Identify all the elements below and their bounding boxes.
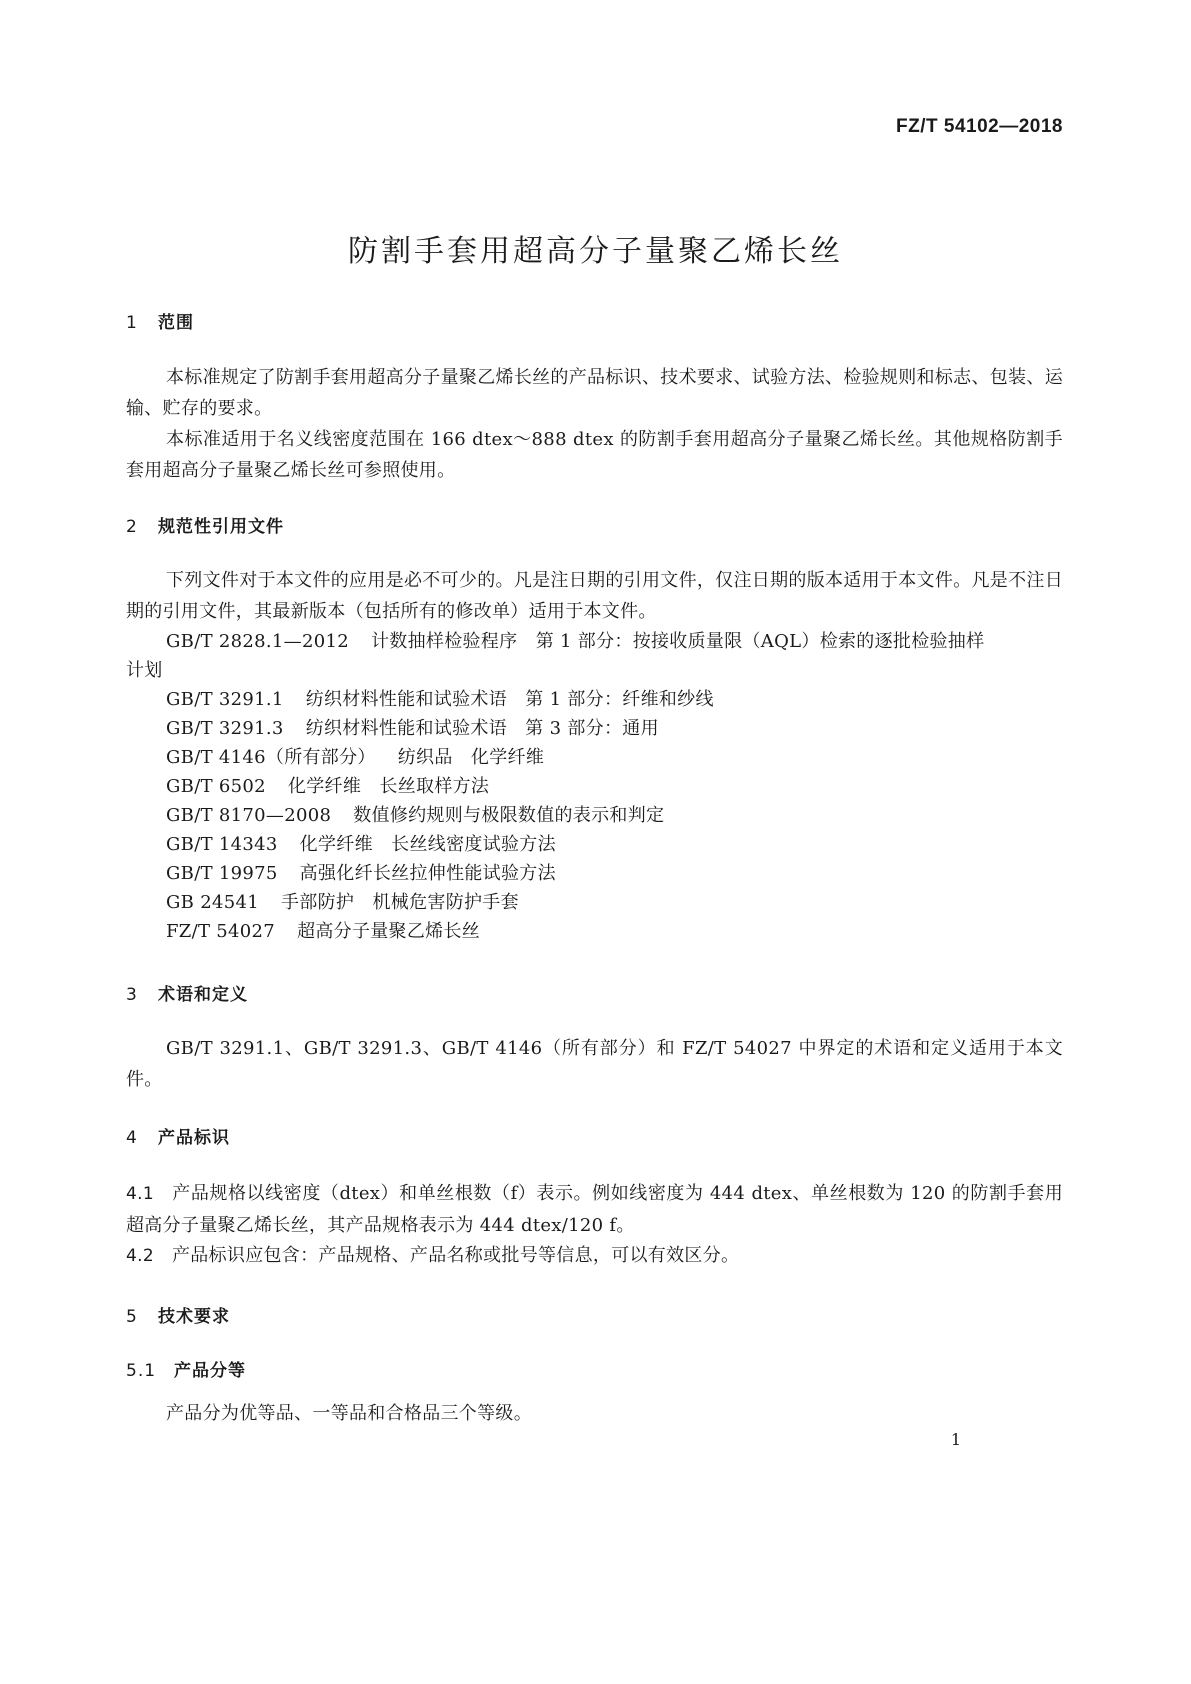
section-title: 技术要求 (158, 1307, 230, 1327)
reference-item (126, 800, 1063, 831)
reference-title: 手部防护 机械危害防护手套 (281, 892, 519, 913)
section-title: 规范性引用文件 (158, 517, 284, 537)
reference-item (126, 626, 1063, 657)
reference-item (126, 713, 1063, 744)
reference-code: GB/T 8170—2008 (166, 805, 332, 826)
grading-paragraph: 产品分为优等品、一等品和合格品三个等级。 (166, 1403, 532, 1424)
subsection-5-1-heading (126, 1356, 246, 1381)
scope-paragraph-2: 本标准适用于名义线密度范围在 166 dtex～888 dtex 的防割手套用超高分子量聚乙烯长丝。其他规格防割手套用超高分子量聚乙烯长丝可参照使用。 (126, 429, 1063, 481)
reference-item (126, 771, 1063, 802)
reference-item (126, 916, 1063, 947)
section-number: 1 (126, 313, 138, 333)
reference-code: GB/T 6502 (166, 776, 266, 797)
section-title: 术语和定义 (158, 985, 248, 1005)
standard-number: FZ/T 54102—2018 (896, 116, 1063, 137)
reference-code: GB/T 3291.1 (166, 689, 284, 710)
reference-code: GB/T 19975 (166, 863, 278, 884)
section-title: 范围 (158, 313, 194, 333)
reference-title: 纺织材料性能和试验术语 第 1 部分：纤维和纱线 (305, 689, 714, 710)
reference-code: GB/T 14343 (166, 834, 278, 855)
section-3-heading (126, 980, 248, 1005)
page-number: 1 (950, 1430, 961, 1449)
reference-item (126, 829, 1063, 860)
subsection-number: 5.1 (126, 1361, 157, 1381)
section-4-heading (126, 1123, 230, 1148)
clause-number: 4.1 (126, 1184, 154, 1204)
reference-code: GB 24541 (166, 892, 259, 913)
reference-title: 计数抽样检验程序 第 1 部分：按接收质量限（AQL）检索的逐批检验抽样 (371, 631, 985, 652)
reference-code: GB/T 2828.1—2012 (166, 631, 349, 652)
reference-item (126, 742, 1063, 773)
section-1-heading (126, 308, 194, 333)
references-intro: 下列文件对于本文件的应用是必不可少的。凡是注日期的引用文件，仅注日期的版本适用于本文件。凡是不注日期的引用文件，其最新版本（包括所有的修改单）适用于本文件。 (126, 570, 1063, 622)
reference-code: GB/T 4146（所有部分） (166, 747, 376, 768)
subsection-title: 产品分等 (174, 1361, 246, 1381)
document-title: 防割手套用超高分子量聚乙烯长丝 (348, 234, 843, 269)
section-number: 4 (126, 1128, 138, 1148)
clause-number: 4.2 (126, 1246, 154, 1266)
reference-item (126, 684, 1063, 715)
section-number: 5 (126, 1307, 138, 1327)
clause-4-1 (126, 1178, 1063, 1241)
reference-continuation: 计划 (126, 660, 163, 681)
terms-paragraph: GB/T 3291.1、GB/T 3291.3、GB/T 4146（所有部分）和 FZ/T 54027 中界定的术语和定义适用于本文件。 (126, 1038, 1063, 1090)
reference-title: 纺织材料性能和试验术语 第 3 部分：通用 (305, 718, 659, 739)
reference-code: GB/T 3291.3 (166, 718, 284, 739)
section-number: 3 (126, 985, 138, 1005)
section-5-heading (126, 1302, 230, 1327)
clause-text: 产品标识应包含：产品规格、产品名称或批号等信息，可以有效区分。 (172, 1245, 740, 1266)
reference-title: 纺织品 化学纤维 (397, 747, 545, 768)
reference-code: FZ/T 54027 (166, 921, 276, 942)
clause-4-2 (126, 1240, 1063, 1272)
reference-title: 化学纤维 长丝线密度试验方法 (299, 834, 556, 855)
reference-title: 超高分子量聚乙烯长丝 (297, 921, 481, 942)
reference-title: 化学纤维 长丝取样方法 (287, 776, 490, 797)
reference-item (126, 887, 1063, 918)
scope-paragraph-1: 本标准规定了防割手套用超高分子量聚乙烯长丝的产品标识、技术要求、试验方法、检验规则和标志、包装、运输、贮存的要求。 (126, 367, 1063, 419)
section-number: 2 (126, 517, 138, 537)
section-2-heading (126, 512, 284, 537)
section-title: 产品标识 (158, 1128, 230, 1148)
reference-title: 高强化纤长丝拉伸性能试验方法 (299, 863, 556, 884)
clause-text: 产品规格以线密度（dtex）和单丝根数（f）表示。例如线密度为 444 dtex、单丝根数为 120 的防割手套用超高分子量聚乙烯长丝，其产品规格表示为 444 dtex/120 f。 (126, 1183, 1063, 1236)
reference-item (126, 858, 1063, 889)
reference-title: 数值修约规则与极限数值的表示和判定 (353, 805, 665, 826)
